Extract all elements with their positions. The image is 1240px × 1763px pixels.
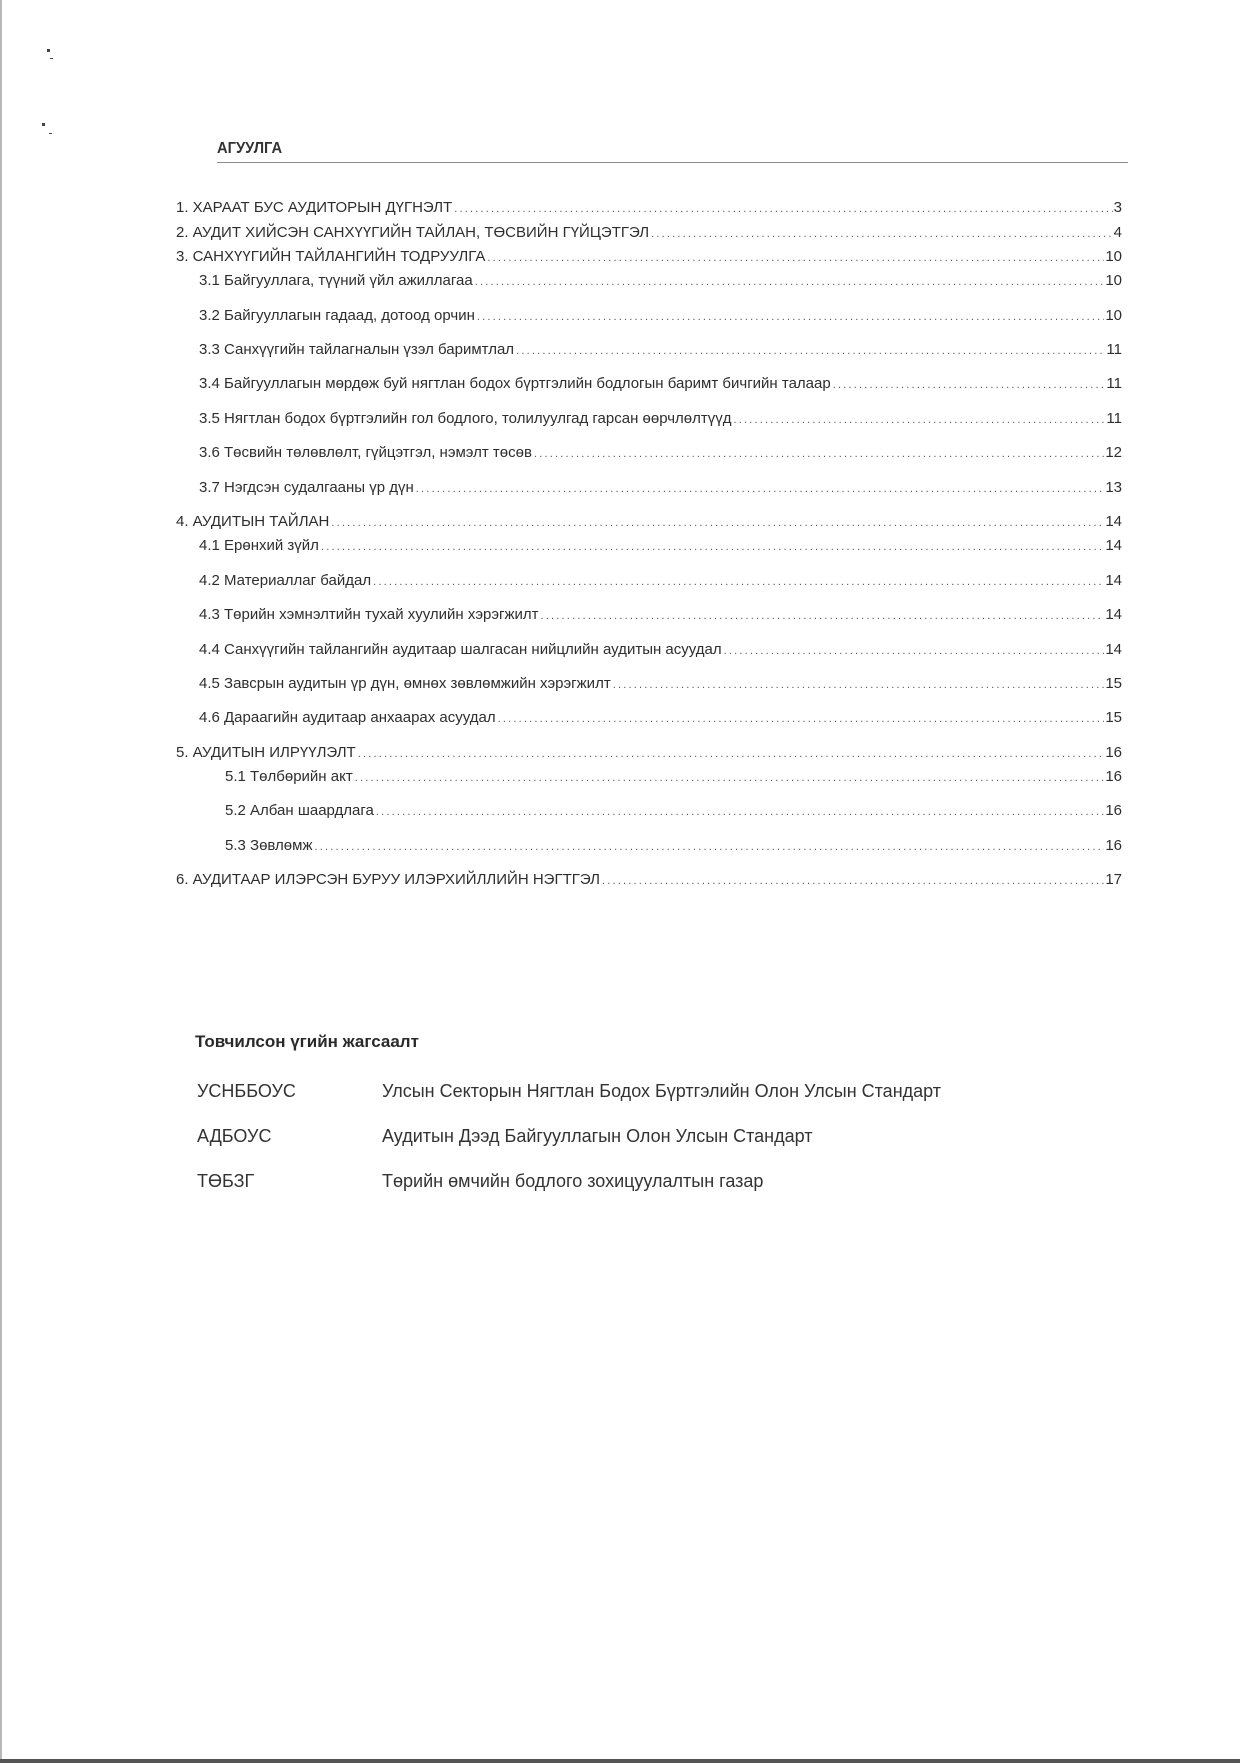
toc-entry[interactable] xyxy=(199,340,1122,361)
toc-entry-label: 4. АУДИТЫН ТАЙЛАН xyxy=(176,513,330,530)
toc-leader-dots xyxy=(541,606,1105,626)
toc-entry-page: 10 xyxy=(1105,307,1122,324)
toc-entry-page: 3 xyxy=(1113,199,1122,216)
toc-leader-dots xyxy=(477,307,1104,327)
toc-leader-dots xyxy=(321,537,1104,557)
toc-entry-page: 15 xyxy=(1105,675,1122,692)
toc-entry-page: 16 xyxy=(1105,802,1122,819)
toc-entry-page: 14 xyxy=(1105,537,1122,554)
toc-entry[interactable] xyxy=(176,223,1122,244)
toc-entry-page: 10 xyxy=(1105,248,1122,265)
toc-entry[interactable] xyxy=(176,743,1122,764)
toc-leader-dots xyxy=(416,479,1105,499)
toc-entry-page: 12 xyxy=(1105,444,1122,461)
toc-entry[interactable] xyxy=(176,198,1122,219)
toc-leader-dots xyxy=(734,410,1106,430)
toc-entry[interactable] xyxy=(199,640,1122,661)
toc-entry-label: 3.2 Байгууллагын гадаад, дотоод орчин xyxy=(199,307,475,324)
scan-speck xyxy=(50,58,53,59)
toc-entry-page: 16 xyxy=(1105,744,1122,761)
toc-entry-label: 3.6 Төсвийн төлөвлөлт, гүйцэтгэл, нэмэлт төсөв xyxy=(199,444,532,461)
scan-speck xyxy=(47,49,50,52)
toc-leader-dots xyxy=(355,768,1105,788)
toc-entry-label: 4.4 Санхүүгийн тайлангийн аудитаар шалгасан нийцлийн аудитын асуудал xyxy=(199,641,722,658)
toc-entry-page: 11 xyxy=(1106,375,1122,392)
toc-entry-label: 3.5 Нягтлан бодох бүртгэлийн гол бодлого, толилуулгад гарсан өөрчлөлтүүд xyxy=(199,410,732,427)
toc-entry[interactable] xyxy=(225,801,1122,822)
toc-entry-label: 4.5 Завсрын аудитын үр дүн, өмнөх зөвлөмжийн хэрэгжилт xyxy=(199,675,611,692)
toc-entry-label: 2. АУДИТ ХИЙСЭН САНХҮҮГИЙН ТАЙЛАН, ТӨСВИЙН ГҮЙЦЭТГЭЛ xyxy=(176,224,650,241)
toc-entry-label: 4.1 Ерөнхий зүйл xyxy=(199,537,319,554)
toc-entry-page: 16 xyxy=(1105,768,1122,785)
toc-leader-dots xyxy=(454,199,1112,219)
toc-leader-dots xyxy=(315,837,1105,857)
toc-entry[interactable] xyxy=(199,443,1122,464)
toc-entry-label: 6. АУДИТААР ИЛЭРСЭН БУРУУ ИЛЭРХИЙЛЛИЙН НЭГТГЭЛ xyxy=(176,871,600,888)
toc-leader-dots xyxy=(331,513,1104,533)
toc-entry-label: 3.3 Санхүүгийн тайлагналын үзэл баримтлал xyxy=(199,341,515,358)
toc-entry-label: 5. АУДИТЫН ИЛРҮҮЛЭЛТ xyxy=(176,744,356,761)
toc-entry-page: 14 xyxy=(1105,606,1122,623)
toc-leader-dots xyxy=(487,248,1104,268)
toc-leader-dots xyxy=(602,871,1104,891)
toc-entry-label: 5.1 Төлбөрийн акт xyxy=(225,768,353,785)
toc-entry[interactable] xyxy=(199,409,1122,430)
toc-entry[interactable] xyxy=(199,708,1122,729)
toc-entry[interactable] xyxy=(199,674,1122,695)
toc-entry-page: 4 xyxy=(1113,224,1122,241)
toc-entry-page: 11 xyxy=(1106,341,1122,358)
scan-speck xyxy=(42,123,45,126)
toc-entry-page: 17 xyxy=(1105,871,1122,888)
toc-leader-dots xyxy=(373,572,1104,592)
scan-bottom-edge xyxy=(0,1759,1240,1763)
toc-entry-label: 3.7 Нэгдсэн судалгааны үр дүн xyxy=(199,479,414,496)
toc-entry-label: 4.2 Материаллаг байдал xyxy=(199,572,372,589)
toc-entry-label: 4.6 Дараагийн аудитаар анхаарах асуудал xyxy=(199,709,496,726)
abbreviations-title: Товчилсон үгийн жагсаалт xyxy=(195,1032,419,1051)
toc-leader-dots xyxy=(724,641,1105,661)
toc-leader-dots xyxy=(358,744,1105,764)
abbreviation-short: ТӨБЗГ xyxy=(197,1171,255,1191)
toc-entry-page: 16 xyxy=(1105,837,1122,854)
toc-entry-page: 11 xyxy=(1106,410,1122,427)
toc-entry[interactable] xyxy=(176,870,1122,891)
toc-leader-dots xyxy=(475,272,1105,292)
toc-title-underline xyxy=(217,162,1128,163)
toc-leader-dots xyxy=(516,341,1105,361)
toc-entry[interactable] xyxy=(225,836,1122,857)
toc-entry-page: 15 xyxy=(1105,709,1122,726)
toc-entry-label: 3.1 Байгууллага, түүний үйл ажиллагаа xyxy=(199,272,473,289)
toc-entry[interactable] xyxy=(199,605,1122,626)
toc-entry[interactable] xyxy=(225,767,1122,788)
toc-leader-dots xyxy=(833,375,1106,395)
toc-entry-label: 3.4 Байгууллагын мөрдөж буй нягтлан бодох бүртгэлийн бодлогын баримт бичгийн талаар xyxy=(199,375,831,392)
toc-title: АГУУЛГА xyxy=(217,140,283,157)
toc-entry[interactable] xyxy=(176,512,1122,533)
toc-entry[interactable] xyxy=(199,536,1122,557)
toc-entry-label: 4.3 Төрийн хэмнэлтийн тухай хуулийн хэрэгжилт xyxy=(199,606,539,623)
abbreviation-full: Аудитын Дээд Байгууллагын Олон Улсын Стандарт xyxy=(382,1126,813,1146)
toc-entry[interactable] xyxy=(176,247,1122,268)
toc-entry[interactable] xyxy=(199,374,1122,395)
toc-leader-dots xyxy=(651,224,1113,244)
toc-leader-dots xyxy=(376,802,1104,822)
abbreviation-short: АДБОУС xyxy=(197,1126,272,1146)
toc-entry-label: 1. ХАРААТ БУС АУДИТОРЫН ДҮГНЭЛТ xyxy=(176,199,453,216)
abbreviation-full: Төрийн өмчийн бодлого зохицуулалтын газар xyxy=(382,1171,764,1191)
toc-entry-label: 5.2 Албан шаардлага xyxy=(225,802,374,819)
toc-entry[interactable] xyxy=(199,271,1122,292)
toc-entry[interactable] xyxy=(199,306,1122,327)
scan-speck xyxy=(49,133,52,134)
toc-entry-label: 5.3 Зөвлөмж xyxy=(225,837,313,854)
toc-entry-page: 14 xyxy=(1105,572,1122,589)
toc-entry[interactable] xyxy=(199,478,1122,499)
toc-entry[interactable] xyxy=(199,571,1122,592)
scan-left-edge xyxy=(0,0,2,1763)
toc-entry-page: 10 xyxy=(1105,272,1122,289)
toc-leader-dots xyxy=(498,709,1105,729)
toc-entry-label: 3. САНХҮҮГИЙН ТАЙЛАНГИЙН ТОДРУУЛГА xyxy=(176,248,486,265)
abbreviation-full: Улсын Секторын Нягтлан Бодох Бүртгэлийн Олон Улсын Стандарт xyxy=(382,1081,942,1101)
toc-leader-dots xyxy=(534,444,1104,464)
toc-entry-page: 13 xyxy=(1105,479,1122,496)
abbreviation-short: УСНББОУС xyxy=(197,1081,296,1101)
toc-entry-page: 14 xyxy=(1105,513,1122,530)
toc-entry-page: 14 xyxy=(1105,641,1122,658)
toc-leader-dots xyxy=(613,675,1105,695)
